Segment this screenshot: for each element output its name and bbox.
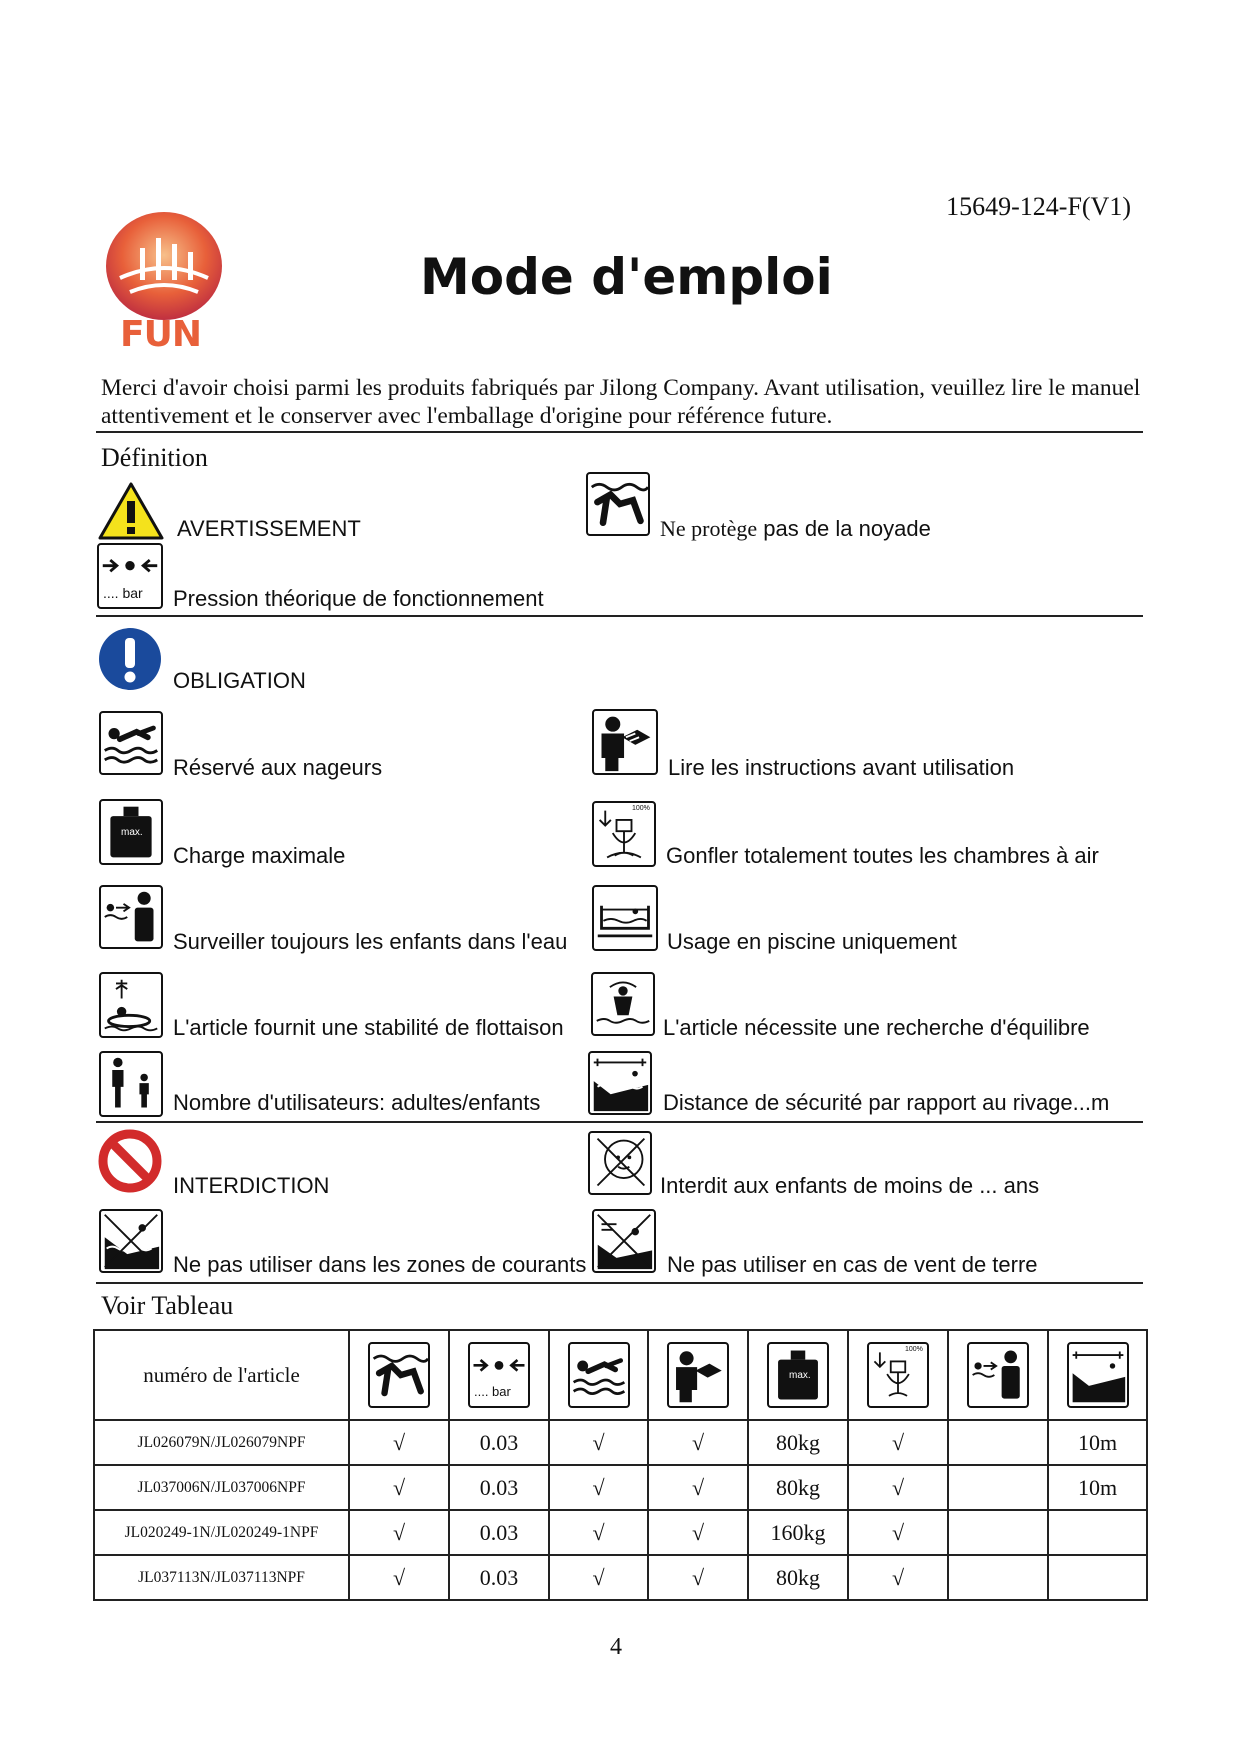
table-cell: √ (349, 1510, 449, 1555)
table-cell (948, 1555, 1048, 1600)
prohibition-icon (97, 1128, 163, 1194)
supervise-children-icon (99, 885, 163, 949)
table-cell: 80kg (748, 1420, 848, 1465)
pressure-icon (468, 1342, 530, 1408)
page-title: Mode d'emploi (420, 248, 833, 306)
read-instructions-label: Lire les instructions avant utilisation (668, 755, 1015, 780)
no-drowning-label-suffix: pas de la noyade (757, 516, 931, 541)
logo (100, 208, 232, 358)
table-cell (948, 1465, 1048, 1510)
supervise-children-label: Surveiller toujours les enfants dans l'eau (173, 929, 568, 954)
table-cell: √ (848, 1420, 948, 1465)
obligation-heading: OBLIGATION (173, 668, 306, 693)
no-drowning-protection-icon (368, 1342, 430, 1408)
balance-icon (591, 972, 655, 1036)
inflate-icon (867, 1342, 929, 1408)
article-number: JL020249-1N/JL020249-1NPF (94, 1510, 349, 1555)
table-cell: √ (349, 1465, 449, 1510)
inflate-icon (592, 801, 656, 867)
table-cell (948, 1510, 1048, 1555)
max-load-icon-text: max. (121, 827, 143, 838)
no-offshore-wind-icon (592, 1209, 656, 1273)
table-cell: 80kg (748, 1555, 848, 1600)
inflate-label: Gonfler totalement toutes les chambres à air (666, 843, 1099, 868)
table-cell: √ (549, 1420, 648, 1465)
table-cell (1048, 1510, 1147, 1555)
table-cell: 0.03 (449, 1465, 549, 1510)
divider (96, 615, 1143, 617)
shore-distance-label: Distance de sécurité par rapport au rivage...m (663, 1090, 1110, 1115)
warning-label: AVERTISSEMENT (177, 516, 361, 541)
table-row (94, 1510, 1147, 1555)
definition-heading: Définition (101, 443, 208, 472)
table-cell: √ (848, 1510, 948, 1555)
shore-distance-icon (588, 1051, 652, 1115)
max-load-icon (767, 1342, 829, 1408)
pressure-label: Pression théorique de fonctionnement (173, 586, 544, 611)
divider (96, 1121, 1143, 1123)
table-cell: 80kg (748, 1465, 848, 1510)
table-cell: 10m (1048, 1465, 1147, 1510)
no-children-icon (588, 1131, 652, 1195)
table-cell: √ (549, 1465, 648, 1510)
table-cell: √ (349, 1555, 449, 1600)
pool-only-icon (592, 885, 658, 951)
table-header-row (94, 1330, 1147, 1420)
shore-distance-icon (1067, 1342, 1129, 1408)
table-cell: √ (648, 1510, 748, 1555)
table-cell: 0.03 (449, 1510, 549, 1555)
article-number: JL026079N/JL026079NPF (94, 1420, 349, 1465)
table-row (94, 1465, 1147, 1510)
table-row (94, 1555, 1147, 1600)
table-cell: √ (549, 1510, 648, 1555)
table-cell: 0.03 (449, 1420, 549, 1465)
table-cell: √ (349, 1420, 449, 1465)
no-currents-label: Ne pas utiliser dans les zones de courants (173, 1252, 587, 1277)
flotation-stability-icon (99, 972, 163, 1038)
article-number: JL037113N/JL037113NPF (94, 1555, 349, 1600)
obligation-icon (97, 626, 163, 692)
balance-label: L'article nécessite une recherche d'équilibre (663, 1015, 1090, 1040)
table-cell (1048, 1555, 1147, 1600)
swimmer-icon (99, 711, 163, 775)
interdiction-heading: INTERDICTION (173, 1173, 330, 1198)
pressure-icon-text: .... bar (474, 1384, 511, 1399)
table-cell: √ (848, 1465, 948, 1510)
table-cell: √ (648, 1555, 748, 1600)
table-cell: √ (549, 1555, 648, 1600)
supervise-children-icon (967, 1342, 1029, 1408)
users-count-icon (99, 1051, 163, 1117)
table-heading: Voir Tableau (101, 1291, 234, 1320)
max-load-icon (99, 799, 163, 865)
inflate-icon-text: 100% (632, 805, 650, 812)
max-load-icon-text: max. (789, 1370, 811, 1381)
pressure-icon-text: .... bar (103, 585, 143, 601)
no-drowning-label (660, 516, 931, 542)
article-number-header: numéro de l'article (94, 1330, 349, 1420)
swimmers-label: Réservé aux nageurs (173, 755, 383, 780)
no-offshore-wind-label: Ne pas utiliser en cas de vent de terre (667, 1252, 1038, 1277)
table-cell: 10m (1048, 1420, 1147, 1465)
table-cell: √ (648, 1420, 748, 1465)
intro-paragraph: Merci d'avoir choisi parmi les produits fabriqués par Jilong Company. Avant utilisation, veuillez lire le manuel attentivement et le conserver avec l'emballage d'origine pour référence future. (101, 375, 1141, 429)
pool-only-label: Usage en piscine uniquement (667, 929, 957, 954)
pressure-icon (97, 543, 163, 609)
read-instructions-icon (667, 1342, 729, 1408)
warning-icon (97, 481, 165, 541)
divider (96, 431, 1143, 433)
table-cell: 0.03 (449, 1555, 549, 1600)
page-number: 4 (610, 1634, 622, 1660)
table-cell: √ (648, 1465, 748, 1510)
no-children-label: Interdit aux enfants de moins de ... ans (660, 1173, 1040, 1198)
read-instructions-icon (592, 709, 658, 775)
no-currents-icon (99, 1209, 163, 1273)
logo-text: FUN (120, 314, 201, 355)
no-drowning-protection-icon (586, 472, 650, 536)
product-table (93, 1329, 1148, 1601)
article-number: JL037006N/JL037006NPF (94, 1465, 349, 1510)
table-cell (948, 1420, 1048, 1465)
no-drowning-label-prefix: Ne protège (660, 516, 758, 541)
swimmer-icon (568, 1342, 630, 1408)
table-cell: 160kg (748, 1510, 848, 1555)
users-count-label: Nombre d'utilisateurs: adultes/enfants (173, 1090, 541, 1115)
inflate-icon-text: 100% (905, 1346, 923, 1353)
table-cell: √ (848, 1555, 948, 1600)
flotation-stability-label: L'article fournit une stabilité de flottaison (173, 1015, 564, 1040)
divider (96, 1282, 1143, 1284)
table-row (94, 1420, 1147, 1465)
max-load-label: Charge maximale (173, 843, 346, 868)
document-number: 15649-124-F(V1) (946, 192, 1131, 221)
